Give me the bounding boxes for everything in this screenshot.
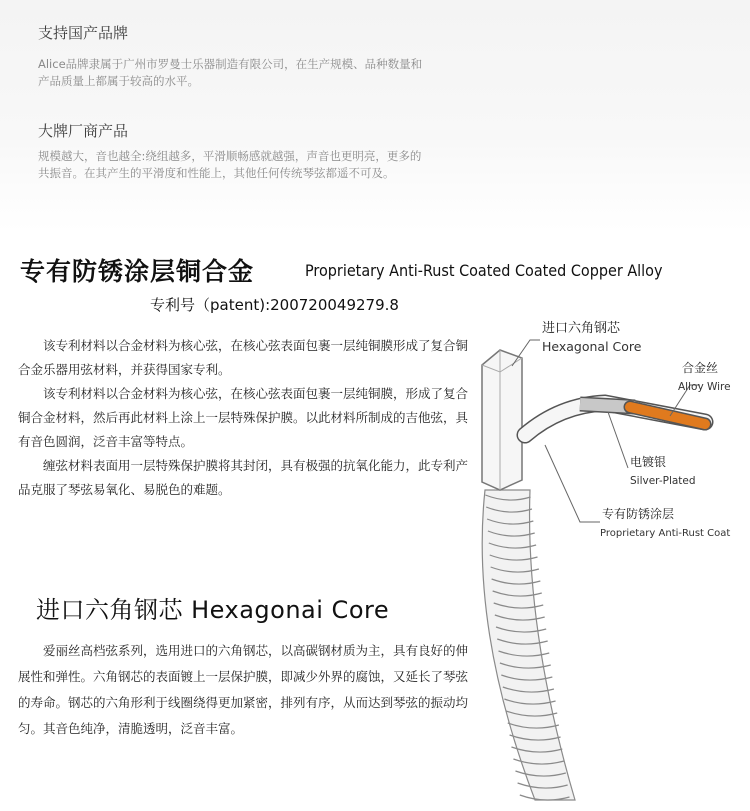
label-hex-core-cn: 进口六角钢芯 <box>542 321 621 336</box>
label-silver-cn: 电镀银 <box>630 455 667 469</box>
core-paragraph: 爱丽丝高档弦系列，选用进口的六角钢芯，以高碳钢材质为主，具有良好的伸展性和弹性。六角钢芯的表面镀上一层保护膜，即减少外界的腐蚀，又延长了琴弦的寿命。钢芯的六角形利于线圈绕得更加紧密，排列有序，从而达到琴弦的振动均匀。其音色纯净，清脆透明，泛音丰富。 <box>18 643 469 736</box>
string-structure-diagram <box>430 300 745 805</box>
silver-leader <box>608 412 628 468</box>
factory-title: 大牌厂商产品 <box>38 122 129 140</box>
alloy-paragraph-1: 该专利材料以合金材料为核心弦，在核心弦表面包裹一层纯铜膜形成了复合铜合金乐器用弦材料，并获得国家专利。 <box>18 338 469 377</box>
alloy-description <box>18 334 468 502</box>
hexagonal-core <box>482 350 522 490</box>
alloy-paragraph-3: 缠弦材料表面用一层特殊保护膜将其封闭，具有极强的抗氧化能力，此专利产品克服了琴弦易氧化、易脱色的难题。 <box>18 458 469 497</box>
brand-body: Alice品牌隶属于广州市罗曼士乐器制造有限公司，在生产规模、品种数量和产品质量上都属于较高的水平。 <box>38 57 423 88</box>
label-hex-core-en: Hexagonal Core <box>542 339 642 354</box>
label-alloy-wire-cn: 合金丝 <box>682 361 719 375</box>
wound-string-body <box>482 490 575 800</box>
factory-body: 规模越大，音也越全:绕组越多，平滑顺畅感就越强，声音也更明亮，更多的共振音。在其产生的平滑度和性能上，其他任何传统琴弦都遥不可及。 <box>38 149 422 180</box>
label-coat-cn: 专有防锈涂层 <box>602 507 675 521</box>
label-alloy-wire-en: Alloy Wire <box>678 381 731 393</box>
core-description <box>18 638 470 742</box>
alloy-paragraph-2: 该专利材料以合金材料为核心弦，在核心弦表面包裹一层纯铜膜，形成了复合铜合金材料，然后再此材料上涂上一层特殊保护膜。以此材料所制成的吉他弦，具有音色圆润，泛音丰富等特点。 <box>18 386 469 449</box>
brand-title: 支持国产品牌 <box>38 24 129 42</box>
alloy-title: 专有防锈涂层铜合金 <box>20 257 255 286</box>
alloy-title-en: Proprietary Anti-Rust Coated Coated Copper Alloy <box>305 261 663 280</box>
coat-leader <box>545 445 600 522</box>
label-silver-en: Silver-Plated <box>630 475 696 487</box>
label-coat-en: Proprietary Anti-Rust Coat <box>600 528 731 539</box>
core-title: 进口六角钢芯 Hexagonai Core <box>36 596 390 624</box>
patent-number: 专利号（patent):200720049279.8 <box>150 296 399 314</box>
